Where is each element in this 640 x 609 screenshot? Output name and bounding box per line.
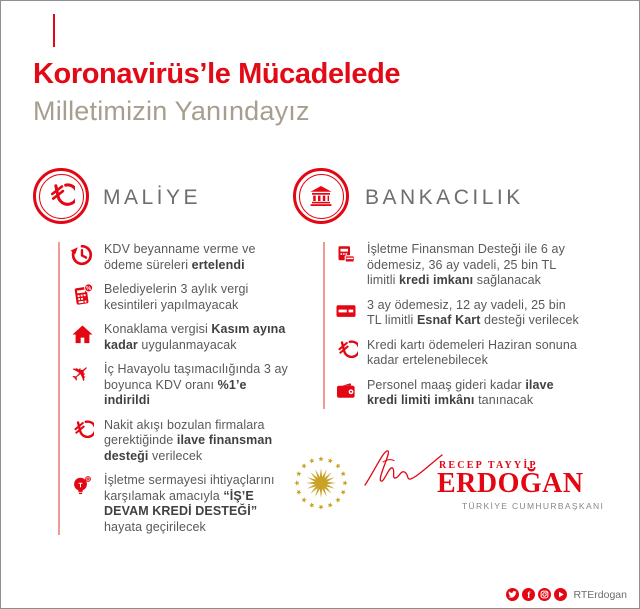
page-title: Koronavirüs’le Mücadelede xyxy=(33,58,401,90)
list-item xyxy=(325,298,579,329)
turkish-lira-icon xyxy=(60,418,104,465)
list-item xyxy=(60,418,294,465)
endorsement-name-main: ERDOĞAN xyxy=(437,468,584,499)
list-item xyxy=(325,242,579,289)
signature-icon xyxy=(359,444,447,495)
red-accent-tick xyxy=(53,14,55,47)
item-text: İşletme Finansman Desteği ile 6 ay ödemesiz, 36 ay vadeli, 25 bin TL limitli kredi imkanı sağlanacak xyxy=(367,242,565,287)
list-item xyxy=(60,358,294,409)
pos-terminal-icon xyxy=(325,242,367,289)
lightbulb-gear-icon xyxy=(60,473,104,535)
item-text: Kredi kartı ödemeleri Haziran sonuna kadar ertelenebilecek xyxy=(367,337,577,367)
clock-history-icon xyxy=(60,242,104,273)
social-handle: RTErdogan xyxy=(573,588,627,601)
item-text: KDV beyanname verme ve ödeme süreleri ertelendi xyxy=(104,242,256,272)
svg-text:f: f xyxy=(527,591,531,601)
list-item xyxy=(60,282,294,313)
maliye-item-list xyxy=(58,242,294,535)
item-text: Nakit akışı bozulan firmalara gerektiğinde ilave finansman desteği verilecek xyxy=(104,417,273,463)
presidential-seal xyxy=(292,454,350,517)
bank-building-icon xyxy=(299,174,344,219)
maliye-section-badge xyxy=(33,168,89,224)
turkish-lira-icon xyxy=(39,174,84,219)
wallet-icon xyxy=(325,378,367,409)
svg-text:%: % xyxy=(86,285,92,292)
bankacilik-section-badge xyxy=(293,168,349,224)
youtube-icon[interactable] xyxy=(554,588,567,601)
list-item xyxy=(325,378,579,409)
list-item xyxy=(60,322,294,353)
list-item xyxy=(60,242,294,273)
airplane-icon: ✈ xyxy=(65,358,98,391)
maliye-section-title: MALİYE xyxy=(103,186,202,209)
item-text: Personel maaş gideri kadar ilave kredi limiti imkânı tanınacak xyxy=(367,377,554,407)
item-text: 3 ay ödemesiz, 12 ay vadeli, 25 bin TL limitli Esnaf Kart desteği verilecek xyxy=(367,297,579,327)
item-text: Konaklama vergisi Kasım ayına kadar uygulanmayacak xyxy=(104,322,286,352)
bankacilik-section-title: BANKACILIK xyxy=(365,186,524,209)
home-icon xyxy=(60,322,104,353)
credit-card-icon xyxy=(325,298,367,329)
calculator-tax-icon xyxy=(60,282,104,313)
page-subtitle: Milletimizin Yanındayız xyxy=(33,96,310,126)
facebook-icon[interactable] xyxy=(522,588,535,601)
list-item xyxy=(60,473,294,535)
item-text: Belediyelerin 3 aylık vergi kesintileri yapılmayacak xyxy=(104,282,249,312)
endorsement-name-top: RECEP TAYYİP xyxy=(439,460,538,471)
twitter-icon[interactable] xyxy=(506,588,519,601)
item-text: İşletme sermayesi ihtiyaçlarını karşılamak amacıyla “İŞ’E DEVAM KREDİ DESTEĞİ” hayata geçirilecek xyxy=(104,473,275,534)
item-text: İç Havayolu taşımacılığında 3 ay boyunca KDV oranı %1’e indirildi xyxy=(104,362,288,407)
footer-social-bar xyxy=(506,588,627,601)
list-item xyxy=(325,338,579,369)
bankacilik-item-list xyxy=(323,242,579,409)
instagram-icon[interactable] xyxy=(538,588,551,601)
turkish-lira-icon xyxy=(325,338,367,369)
endorsement-name-sub: TÜRKİYE CUMHURBAŞKANI xyxy=(462,501,605,511)
